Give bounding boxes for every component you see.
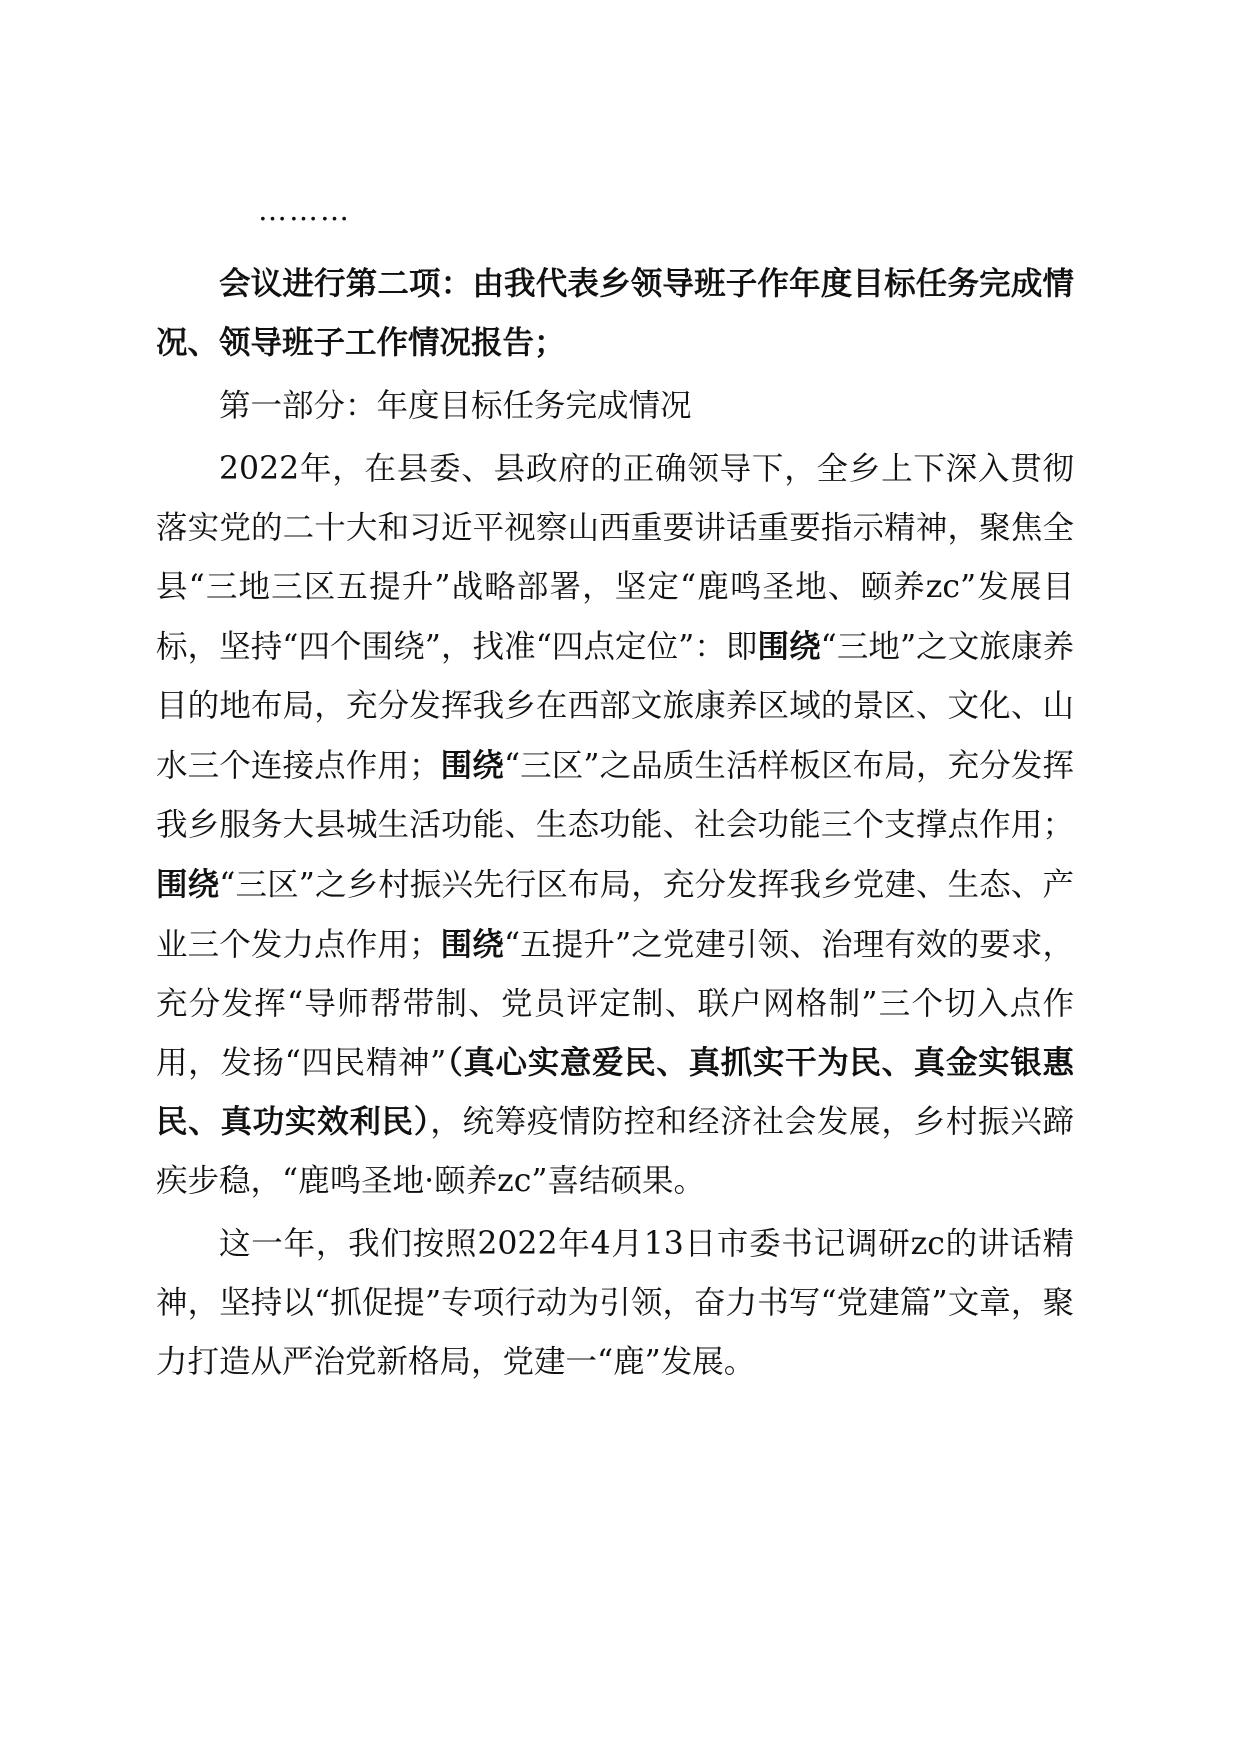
emphasis-text: 围绕	[440, 926, 504, 963]
text-segment: “三区”之品质生活样板区布局，充分发挥我乡服务大县城生活功能、生态功能、社会功能三个支撑点作用；	[156, 748, 1074, 843]
text-segment: “三区”之乡村振兴先行区布局，充分发挥我乡党建、生态、产业三个发力点作用；	[156, 867, 1074, 963]
year-review-paragraph: 这一年，我们按照2022年4月13日市委书记调研zc的讲话精神，坚持以“抓促提”专项行动为引领，奋力书写“党建篇”文章，聚力打造从严治党新格局，党建一“鹿”发展。	[156, 1226, 1074, 1380]
emphasis-text: （真心实意爱民、真抓实干为民、真金实银惠民、真功实效利民）	[156, 1045, 1074, 1140]
text-segment: ，统筹疫情防控和经济社会发展，乡村振兴蹄疾步稳，“鹿鸣圣地·颐养zc”喜结硕果。	[156, 1104, 1074, 1199]
agenda-item-heading: 会议进行第二项：由我代表乡领导班子作年度目标任务完成情况、领导班子工作情况报告；	[156, 266, 1074, 361]
emphasis-text: 围绕	[440, 747, 504, 784]
text-segment: “三地”之文旅康养目的地布局，充分发挥我乡在西部文旅康养区域的景区、文化、山水三个连接点作用；	[156, 629, 1074, 784]
text-segment: 2022年，在县委、县政府的正确领导下，全乡上下深入贯彻落实党的二十大和习近平视察山西重要讲话重要指示精神，聚焦全县“三地三区五提升”战略部署，坚定“鹿鸣圣地、颐养zc”发展目标，坚持“四个围绕”，找准“四点定位”：即	[156, 451, 1074, 665]
emphasis-text: 围绕	[757, 628, 821, 665]
text-segment: “五提升”之党建引领、治理有效的要求，充分发挥“导师帮带制、党员评定制、联户网格制”三个切入点作用，发扬“四民精神”	[156, 927, 1074, 1081]
summary-paragraph	[156, 440, 1074, 1211]
document-body	[156, 255, 1074, 1396]
section-heading: 第一部分：年度目标任务完成情况	[219, 388, 692, 424]
ellipsis-mark: ………	[258, 193, 351, 227]
emphasis-text: 围绕	[156, 866, 220, 903]
